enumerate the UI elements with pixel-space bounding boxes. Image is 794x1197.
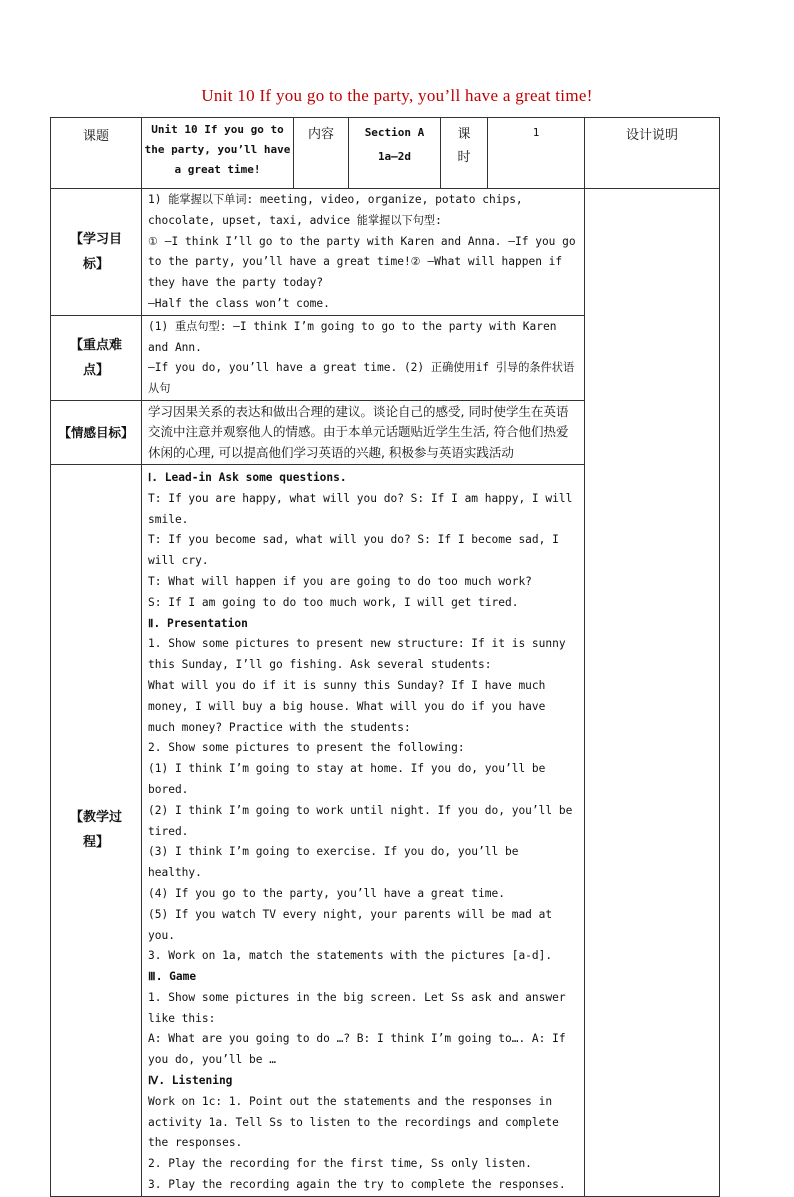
process-line: (4) If you go to the party, you’ll have a great time. bbox=[148, 886, 505, 900]
process-line: 3. Work on 1a, match the statements with the pictures [a-d]. bbox=[148, 949, 553, 963]
process-line: Ⅲ. Game bbox=[148, 970, 197, 984]
affective-content: 学习因果关系的表达和做出合理的建议。谈论自己的感受, 同时使学生在英语交流中注意并观察他人的情感。由于本单元话题贴近学生生活, 符合他们热爱休闲的心理, 可以提高他们学习英语的兴趣, 积极参与英语实践活动 bbox=[142, 400, 585, 464]
page-title: Unit 10 If you go to the party, you’ll have a great time! bbox=[201, 86, 593, 105]
process-label: 【教学过程】 bbox=[51, 464, 142, 1196]
key-points-line: —If you do, you’ll have a great time. (2) 正确使用if 引导的条件状语从句 bbox=[148, 361, 575, 396]
objectives-row bbox=[51, 189, 720, 316]
lesson-plan-table bbox=[50, 117, 720, 1197]
period-value: 1 bbox=[488, 118, 585, 189]
process-line: A: What are you going to do …? B: I think I’m going to…. A: If you do, you’ll be … bbox=[148, 1032, 566, 1067]
process-line: (2) I think I’m going to work until night. If you do, you’ll be tired. bbox=[148, 803, 573, 838]
objectives-line: 1) 能掌握以下单词: meeting, video, organize, potato chips, chocolate, upset, taxi, advice 能掌握以下句型: bbox=[148, 193, 523, 227]
objectives-label: 【学习目标】 bbox=[51, 189, 142, 316]
process-line: Ⅳ. Listening bbox=[148, 1074, 233, 1088]
key-points-content bbox=[142, 315, 585, 400]
content-label: 内容 bbox=[294, 118, 349, 189]
affective-label: 【情感目标】 bbox=[51, 400, 142, 464]
process-line: T: If you become sad, what will you do? S: If I become sad, I will cry. bbox=[148, 533, 559, 568]
period-label: 课时 bbox=[441, 118, 488, 189]
process-line: 2. Play the recording for the first time, Ss only listen. bbox=[148, 1157, 532, 1171]
process-line: Ⅱ. Presentation bbox=[148, 616, 248, 630]
process-line: T: What will happen if you are going to do too much work? bbox=[148, 574, 532, 588]
topic-label: 课题 bbox=[51, 118, 142, 189]
process-line: T: If you are happy, what will you do? S: If I am happy, I will smile. bbox=[148, 491, 573, 526]
key-points-label: 【重点难点】 bbox=[51, 315, 142, 400]
section-value: Section A 1a—2d bbox=[349, 118, 441, 189]
process-line: 2. Show some pictures to present the following: bbox=[148, 741, 465, 755]
process-line: (3) I think I’m going to exercise. If you do, you’ll be healthy. bbox=[148, 845, 519, 880]
process-line: 1. Show some pictures in the big screen. Let Ss ask and answer like this: bbox=[148, 990, 566, 1025]
key-points-line: (1) 重点句型: —I think I’m going to go to the party with Karen and Ann. bbox=[148, 319, 557, 354]
process-line: S: If I am going to do too much work, I will get tired. bbox=[148, 595, 519, 609]
process-line: (1) I think I’m going to stay at home. If you do, you’ll be bored. bbox=[148, 762, 546, 796]
objectives-line: —Half the class won’t come. bbox=[148, 296, 330, 310]
objectives-line: ① —I think I’ll go to the party with Karen and Anna. —If you go to the party, you’ll have a great time!② —What will happen if they have the party today? bbox=[148, 234, 576, 290]
design-notes-label: 设计说明 bbox=[585, 118, 720, 189]
process-line: What will you do if it is sunny this Sunday? If I have much money, I will buy a big house. What will you do if you have much money? Practice with the students: bbox=[148, 678, 546, 734]
process-line: (5) If you watch TV every night, your parents will be mad at you. bbox=[148, 907, 553, 942]
header-row bbox=[51, 118, 720, 189]
process-line: Ⅰ. Lead-in Ask some questions. bbox=[148, 470, 347, 484]
process-line: 1. Show some pictures to present new structure: If it is sunny this Sunday, I’ll go fishing. Ask several students: bbox=[148, 637, 566, 672]
topic-value: Unit 10 If you go to the party, you’ll have a great time! bbox=[142, 118, 294, 189]
design-notes-column bbox=[585, 189, 720, 1197]
process-line: 3. Play the recording again the try to complete the responses. bbox=[148, 1178, 566, 1192]
process-content bbox=[142, 464, 585, 1196]
process-line: Work on 1c: 1. Point out the statements and the responses in activity 1a. Tell Ss to listen to the recordings and complete the responses. bbox=[148, 1094, 559, 1150]
objectives-content bbox=[142, 189, 585, 316]
